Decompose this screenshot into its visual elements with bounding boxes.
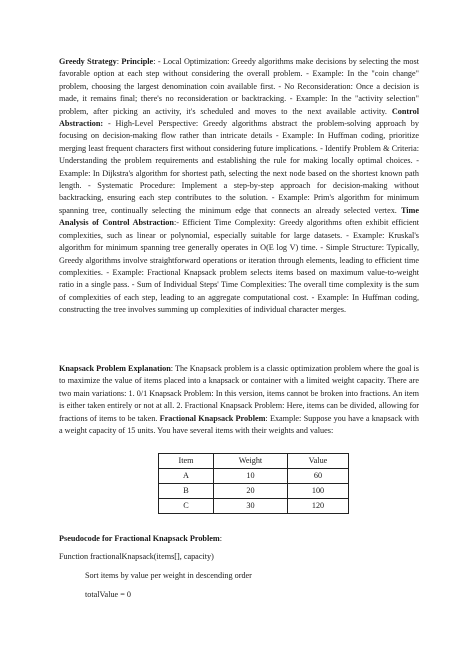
table-row	[159, 469, 349, 484]
items-table	[158, 453, 349, 514]
value-cell: 60	[288, 469, 349, 484]
table-row	[159, 484, 349, 499]
time-analysis-heading: Time Analysis of Control Abstraction	[59, 205, 419, 228]
knapsack-explanation-text: : The Knapsack problem is a classic optimization problem where the goal is to maximize the value of items placed into a knapsack or container with a limited weight capacity. There are two main variations: 1. 0/1 Knapsack Problem: In this version, items cannot be broken into fractions. An item is either taken entirely or not at all. 2. Fractional Knapsack Problem: Here, items can be divided, allowing for fractions of items to be taken.	[59, 364, 419, 423]
item-cell: A	[159, 469, 214, 484]
knapsack-paragraph	[59, 363, 419, 437]
separator-text: :	[116, 57, 122, 66]
table-header-row	[159, 454, 349, 469]
item-cell: C	[159, 499, 214, 514]
value-cell: 100	[288, 484, 349, 499]
column-header-item: Item	[159, 454, 214, 469]
pseudocode-line: totalValue = 0	[85, 590, 131, 599]
principle-heading: Principle	[121, 57, 154, 66]
pseudocode-heading-colon: :	[219, 534, 222, 543]
value-cell: 120	[288, 499, 349, 514]
column-header-value: Value	[288, 454, 349, 469]
time-analysis-text: :- Efficient Time Complexity: Greedy algorithms often exhibit efficient complexities, such as linear or polynomial, especially suitable for large datasets. - Example: Kruskal's algorithm for minimum spanning tree generally operates in O(E log V) time. - Simple Structure: Typically, Greedy algorithms involve straightforward operations or iteration through elements, leading to efficient time complexities. - Example: Fractional Knapsack problem selects items based on maximum value-to-weight ratio in a single pass. - Sum of Individual Steps' Time Complexities: The overall time complexity is the sum of complexities of each step, leading to an aggregate computational cost. - Example: In Huffman coding, constructing the tree involves summing up complexities of individual character merges.	[59, 218, 419, 315]
weight-cell: 30	[214, 499, 288, 514]
greedy-strategy-paragraph	[59, 56, 419, 317]
principle-text: : - Local Optimization: Greedy algorithms make decisions by selecting the most favorable option at each step without considering the overall problem. - Example: In the "coin change" problem, choosing the largest denomination coin available first. - No Reconsideration: Once a decision is made, it remains final; there's no reconsideration or backtracking. - Example: In the "activity selection" problem, after picking an activity, it's scheduled and moves to the next available activity.	[59, 57, 419, 116]
weight-cell: 20	[214, 484, 288, 499]
control-abstraction-heading: Control Abstraction:	[59, 106, 419, 129]
fractional-knapsack-heading: Fractional Knapsack Problem	[159, 413, 266, 423]
table-row	[159, 499, 349, 514]
pseudocode-line: Sort items by value per weight in descending order	[85, 571, 252, 580]
greedy-strategy-heading: Greedy Strategy	[59, 57, 117, 66]
pseudocode-line: Function fractionalKnapsack(items[], capacity)	[59, 552, 214, 561]
knapsack-explanation-heading: Knapsack Problem Explanation	[59, 364, 171, 373]
weight-cell: 10	[214, 469, 288, 484]
control-abstraction-text: - High-Level Perspective: Greedy algorithms abstract the problem-solving approach by focusing on decision-making flow rather than intricate details - Example: In Huffman coding, prioritize merging least frequent characters first without considering future implications. - Identify Problem & Criteria: Understanding the problem requirements and establishing the rule for making locally optimal choices. - Example: In Dijkstra's algorithm for shortest path, selecting the next node based on the shortest known path length. - Systematic Procedure: Implement a step-by-step approach for decision-making without backtracking, ensuring each step contributes to the solution. - Example: Prim's algorithm for minimum spanning tree, continually selecting the minimum edge that connects an already selected vertex.	[59, 119, 419, 215]
column-header-weight: Weight	[214, 454, 288, 469]
pseudocode-heading	[59, 533, 222, 545]
item-cell: B	[159, 484, 214, 499]
pseudocode-heading-text: Pseudocode for Fractional Knapsack Problem	[59, 534, 220, 543]
fractional-knapsack-text: : Example: Suppose you have a knapsack with a weight capacity of 15 units. You have several items with their weights and values:	[59, 413, 420, 436]
